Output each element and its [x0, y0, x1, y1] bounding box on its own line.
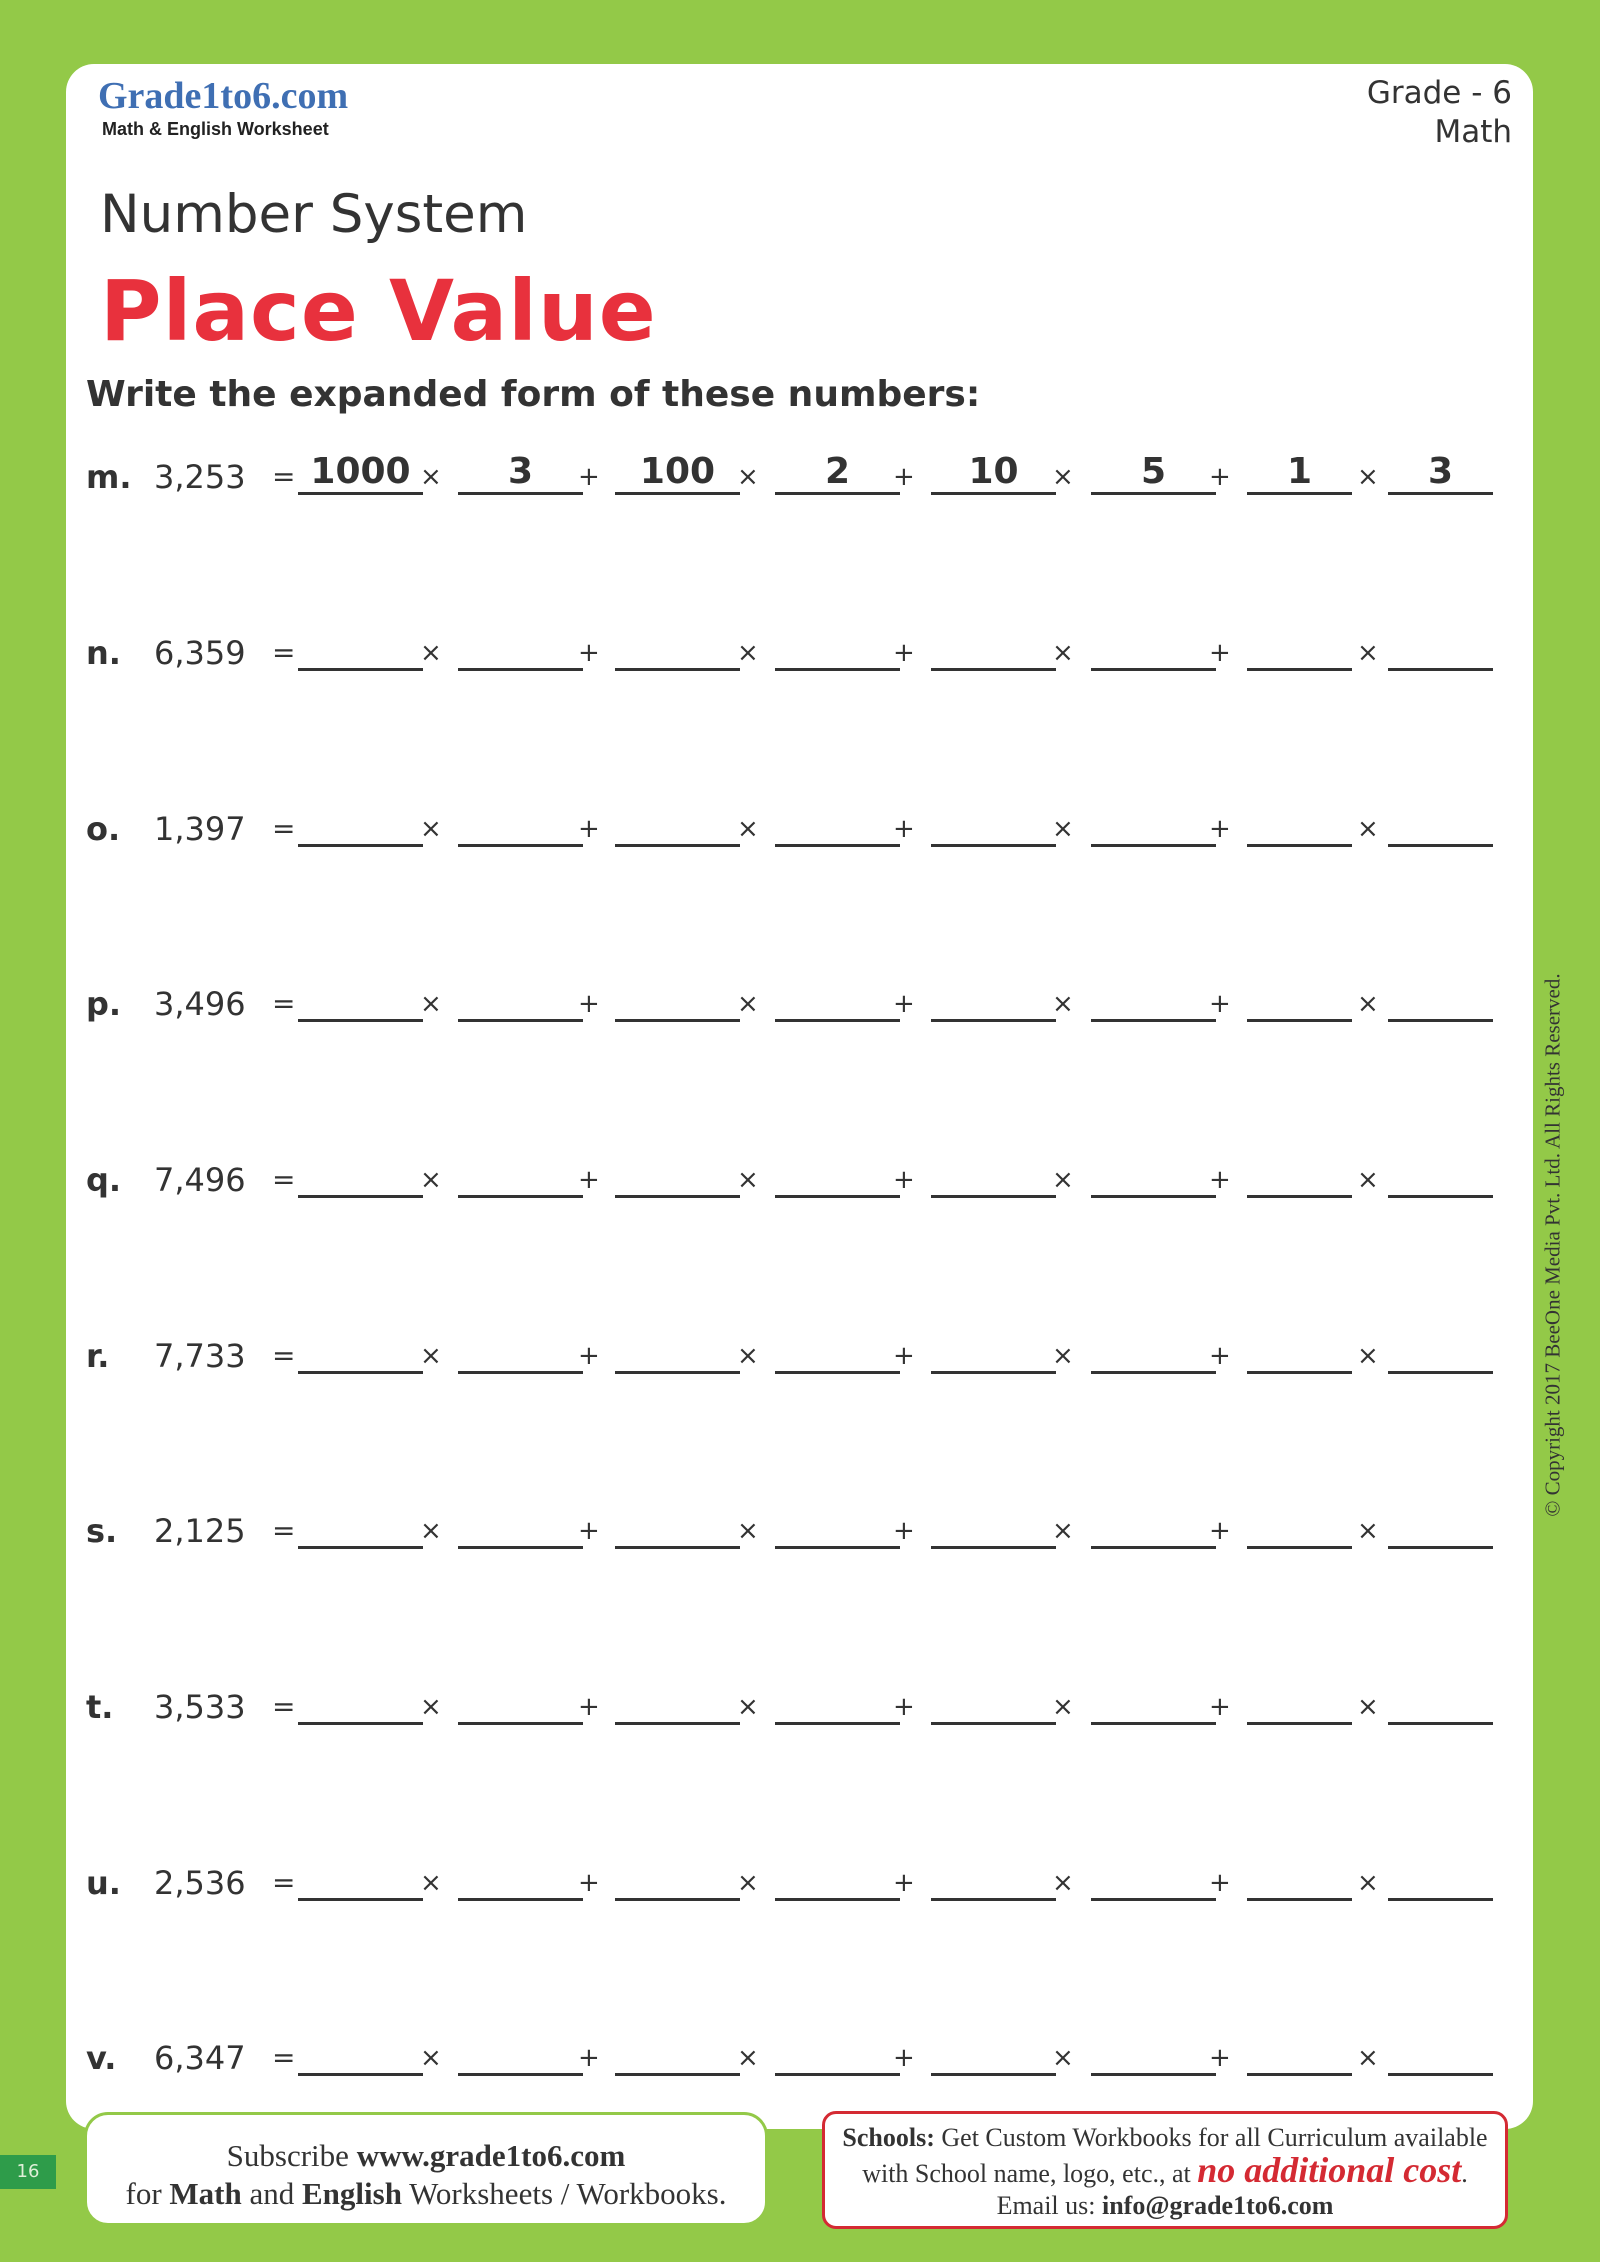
equals-sign: = [272, 1866, 296, 1899]
equals-sign: = [272, 1339, 296, 1372]
plus-sign: + [893, 1868, 915, 1898]
problem-number: 6,347 [154, 2039, 246, 2077]
answer-blank[interactable] [775, 1331, 900, 1374]
answer-blank[interactable] [458, 1506, 583, 1549]
answer-blank[interactable] [298, 628, 423, 671]
times-sign: × [737, 1692, 759, 1722]
answer-blank[interactable] [1247, 628, 1352, 671]
answer-blank[interactable] [615, 1682, 740, 1725]
plus-sign: + [893, 1165, 915, 1195]
answer-blank[interactable] [458, 1858, 583, 1901]
answer-blank[interactable] [1247, 1682, 1352, 1725]
answer-blank[interactable] [775, 1682, 900, 1725]
answer-blank[interactable] [1247, 1331, 1352, 1374]
answer-blank[interactable] [458, 2033, 583, 2076]
topic-heading: Number System [100, 184, 528, 245]
plus-sign: + [893, 1341, 915, 1371]
problem-row [86, 804, 1486, 854]
plus-sign: + [578, 1165, 600, 1195]
times-sign: × [1357, 638, 1379, 668]
times-sign: × [737, 462, 759, 492]
plus-sign: + [578, 1341, 600, 1371]
answer-blank[interactable] [1091, 1331, 1216, 1374]
problem-row [86, 1858, 1486, 1908]
times-sign: × [737, 1516, 759, 1546]
plus-sign: + [578, 1516, 600, 1546]
answer-blank[interactable] [1247, 1858, 1352, 1901]
problem-number: 7,733 [154, 1337, 246, 1375]
equals-sign: = [272, 2041, 296, 2074]
answer-blank[interactable] [931, 628, 1056, 671]
plus-sign: + [1209, 1341, 1231, 1371]
answer-blank[interactable] [931, 1506, 1056, 1549]
times-sign: × [1052, 1692, 1074, 1722]
plus-sign: + [578, 1692, 600, 1722]
answer-blank[interactable] [1091, 1682, 1216, 1725]
times-sign: × [737, 1165, 759, 1195]
problem-letter: s. [86, 1512, 118, 1550]
answer-blank[interactable] [931, 979, 1056, 1022]
answer-blank[interactable] [1388, 2033, 1493, 2076]
answer-blank[interactable] [298, 1858, 423, 1901]
times-sign: × [420, 1868, 442, 1898]
times-sign: × [1052, 638, 1074, 668]
answer-blank[interactable] [615, 1331, 740, 1374]
answer-blank[interactable] [1091, 804, 1216, 847]
answer-blank[interactable] [458, 1155, 583, 1198]
times-sign: × [737, 2043, 759, 2073]
times-sign: × [1357, 814, 1379, 844]
page-title: Place Value [100, 262, 657, 360]
answer-blank[interactable] [775, 804, 900, 847]
problem-letter: o. [86, 810, 121, 848]
answer-blank[interactable] [1091, 2033, 1216, 2076]
problem-row [86, 628, 1486, 678]
email-link[interactable]: info@grade1to6.com [1102, 2191, 1334, 2220]
grade-info [1367, 74, 1512, 152]
answer-blank[interactable] [1388, 1331, 1493, 1374]
answer-blank[interactable]: 1 [1247, 452, 1352, 495]
answer-blank[interactable]: 3 [458, 452, 583, 495]
answer-blank[interactable] [1091, 628, 1216, 671]
problem-row [86, 1506, 1486, 1556]
answer-blank[interactable] [1247, 804, 1352, 847]
answer-blank[interactable] [298, 979, 423, 1022]
schools-box [822, 2111, 1508, 2229]
problem-number: 3,496 [154, 985, 246, 1023]
times-sign: × [420, 2043, 442, 2073]
answer-blank[interactable] [775, 2033, 900, 2076]
times-sign: × [420, 1165, 442, 1195]
times-sign: × [737, 814, 759, 844]
answer-blank[interactable] [1247, 2033, 1352, 2076]
answer-blank[interactable] [298, 1331, 423, 1374]
times-sign: × [420, 1341, 442, 1371]
times-sign: × [1052, 462, 1074, 492]
schools-line-3: Email us: info@grade1to6.com [996, 2191, 1334, 2220]
answer-blank[interactable] [1388, 1858, 1493, 1901]
times-sign: × [1052, 2043, 1074, 2073]
answer-blank[interactable] [615, 1506, 740, 1549]
answer-blank[interactable] [1388, 804, 1493, 847]
times-sign: × [1052, 814, 1074, 844]
problem-number: 2,536 [154, 1864, 246, 1902]
equals-sign: = [272, 1690, 296, 1723]
problem-number: 2,125 [154, 1512, 246, 1550]
problem-letter: t. [86, 1688, 114, 1726]
times-sign: × [1052, 989, 1074, 1019]
subscribe-line-2: for Math and English Worksheets / Workbooks. [125, 2176, 727, 2211]
plus-sign: + [578, 638, 600, 668]
grade-level: Grade - 6 [1366, 75, 1512, 111]
problem-letter: n. [86, 634, 121, 672]
answer-blank[interactable] [1091, 979, 1216, 1022]
times-sign: × [420, 989, 442, 1019]
brand-name: Grade1to6.com [98, 75, 349, 117]
answer-blank[interactable] [1388, 979, 1493, 1022]
times-sign: × [420, 1516, 442, 1546]
problem-row [86, 1331, 1486, 1381]
answer-blank[interactable] [931, 1155, 1056, 1198]
plus-sign: + [893, 638, 915, 668]
times-sign: × [1357, 2043, 1379, 2073]
problem-number: 7,496 [154, 1161, 246, 1199]
answer-blank[interactable] [1247, 1155, 1352, 1198]
times-sign: × [1357, 1165, 1379, 1195]
answer-blank[interactable]: 2 [775, 452, 900, 495]
problem-letter: m. [86, 458, 132, 496]
problem-number: 3,253 [154, 458, 246, 496]
equals-sign: = [272, 1163, 296, 1196]
answer-blank[interactable] [615, 1858, 740, 1901]
answer-blank[interactable] [775, 1858, 900, 1901]
plus-sign: + [578, 2043, 600, 2073]
plus-sign: + [1209, 638, 1231, 668]
equals-sign: = [272, 1514, 296, 1547]
times-sign: × [1357, 462, 1379, 492]
answer-blank[interactable] [458, 1682, 583, 1725]
answer-blank[interactable] [1388, 1506, 1493, 1549]
times-sign: × [737, 989, 759, 1019]
page-number: 16 [0, 2155, 56, 2189]
answer-blank[interactable] [1091, 1506, 1216, 1549]
plus-sign: + [893, 2043, 915, 2073]
grade-subject: Math [1434, 114, 1512, 150]
answer-blank[interactable] [298, 1506, 423, 1549]
plus-sign: + [578, 1868, 600, 1898]
answer-blank[interactable] [298, 1682, 423, 1725]
answer-blank[interactable] [931, 1682, 1056, 1725]
plus-sign: + [1209, 462, 1231, 492]
answer-blank[interactable] [298, 2033, 423, 2076]
schools-line-2: with School name, logo, etc., at no additional cost. [862, 2150, 1468, 2190]
answer-blank[interactable]: 1000 [298, 452, 423, 495]
times-sign: × [1357, 1868, 1379, 1898]
answer-blank[interactable]: 10 [931, 452, 1056, 495]
times-sign: × [737, 638, 759, 668]
times-sign: × [420, 462, 442, 492]
schools-line-1: Schools: Get Custom Workbooks for all Curriculum available [842, 2123, 1488, 2152]
answer-blank[interactable] [615, 979, 740, 1022]
plus-sign: + [893, 462, 915, 492]
equals-sign: = [272, 636, 296, 669]
answer-blank[interactable] [458, 804, 583, 847]
copyright-notice: © Copyright 2017 BeeOne Media Pvt. Ltd. All Rights Reserved. [1540, 973, 1565, 1517]
problem-row [86, 1682, 1486, 1732]
times-sign: × [1052, 1868, 1074, 1898]
equals-sign: = [272, 987, 296, 1020]
answer-blank[interactable] [931, 2033, 1056, 2076]
plus-sign: + [1209, 814, 1231, 844]
plus-sign: + [893, 1516, 915, 1546]
answer-blank[interactable] [931, 1331, 1056, 1374]
times-sign: × [1357, 1692, 1379, 1722]
plus-sign: + [578, 989, 600, 1019]
times-sign: × [737, 1341, 759, 1371]
problem-letter: u. [86, 1864, 121, 1902]
problem-row [86, 979, 1486, 1029]
subscribe-url[interactable]: www.grade1to6.com [356, 2138, 626, 2173]
answer-blank[interactable] [1091, 1155, 1216, 1198]
answer-blank[interactable] [458, 979, 583, 1022]
plus-sign: + [578, 814, 600, 844]
times-sign: × [737, 1868, 759, 1898]
answer-blank[interactable] [615, 804, 740, 847]
answer-blank[interactable] [1388, 1155, 1493, 1198]
answer-blank[interactable]: 5 [1091, 452, 1216, 495]
brand-subtitle: Math & English Worksheet [102, 119, 329, 139]
plus-sign: + [1209, 2043, 1231, 2073]
brand-logo [98, 74, 348, 140]
plus-sign: + [893, 989, 915, 1019]
answer-blank[interactable] [775, 1155, 900, 1198]
problem-letter: p. [86, 985, 122, 1023]
times-sign: × [1357, 1516, 1379, 1546]
instruction-text: Write the expanded form of these numbers: [86, 374, 981, 415]
equals-sign: = [272, 812, 296, 845]
answer-blank[interactable] [1247, 1506, 1352, 1549]
plus-sign: + [1209, 1165, 1231, 1195]
problem-number: 6,359 [154, 634, 246, 672]
plus-sign: + [1209, 1516, 1231, 1546]
answer-blank[interactable] [775, 979, 900, 1022]
answer-blank[interactable] [615, 628, 740, 671]
answer-blank[interactable]: 3 [1388, 452, 1493, 495]
times-sign: × [420, 638, 442, 668]
subscribe-line-1: Subscribe www.grade1to6.com [226, 2138, 626, 2173]
answer-blank[interactable] [458, 1331, 583, 1374]
problem-row [86, 452, 1486, 502]
plus-sign: + [1209, 989, 1231, 1019]
times-sign: × [1357, 989, 1379, 1019]
equals-sign: = [272, 460, 296, 493]
answer-blank[interactable] [298, 804, 423, 847]
problem-letter: q. [86, 1161, 122, 1199]
answer-blank[interactable] [1388, 628, 1493, 671]
answer-blank[interactable] [298, 1155, 423, 1198]
answer-blank[interactable] [1247, 979, 1352, 1022]
times-sign: × [1052, 1341, 1074, 1371]
problem-letter: v. [86, 2039, 117, 2077]
answer-blank[interactable] [931, 1858, 1056, 1901]
answer-blank[interactable] [1388, 1682, 1493, 1725]
times-sign: × [420, 814, 442, 844]
times-sign: × [1357, 1341, 1379, 1371]
no-additional-cost: no additional cost [1197, 2150, 1462, 2190]
answer-blank[interactable] [931, 804, 1056, 847]
answer-blank[interactable] [775, 628, 900, 671]
answer-blank[interactable] [458, 628, 583, 671]
plus-sign: + [1209, 1868, 1231, 1898]
answer-blank[interactable]: 100 [615, 452, 740, 495]
problem-number: 1,397 [154, 810, 246, 848]
problem-number: 3,533 [154, 1688, 246, 1726]
times-sign: × [1052, 1165, 1074, 1195]
plus-sign: + [893, 814, 915, 844]
subscribe-box [84, 2112, 768, 2226]
times-sign: × [1052, 1516, 1074, 1546]
plus-sign: + [578, 462, 600, 492]
plus-sign: + [1209, 1692, 1231, 1722]
answer-blank[interactable] [1091, 1858, 1216, 1901]
plus-sign: + [893, 1692, 915, 1722]
problem-row [86, 2033, 1486, 2083]
answer-blank[interactable] [615, 1155, 740, 1198]
answer-blank[interactable] [615, 2033, 740, 2076]
times-sign: × [420, 1692, 442, 1722]
problem-row [86, 1155, 1486, 1205]
answer-blank[interactable] [775, 1506, 900, 1549]
problem-letter: r. [86, 1337, 110, 1375]
